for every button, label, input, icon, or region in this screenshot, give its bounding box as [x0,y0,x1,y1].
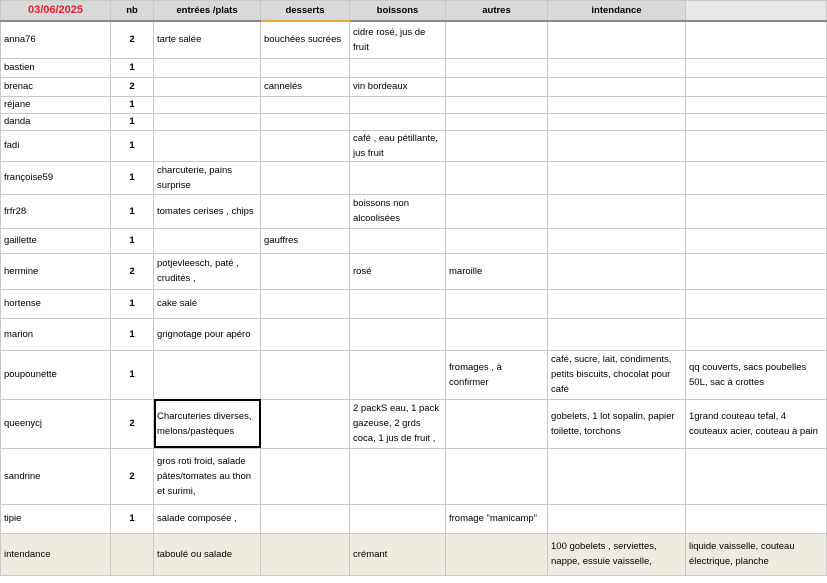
cell-extra[interactable] [686,77,827,96]
cell-name[interactable]: frfr28 [1,194,111,228]
cell-name[interactable]: fadi [1,130,111,161]
table-row [1,194,827,228]
cell-extra[interactable] [686,96,827,113]
cell-plats[interactable] [154,350,261,399]
cell-plats[interactable]: Charcuteries diverses, melons/pastèques [154,399,261,448]
cell-name[interactable]: hortense [1,289,111,318]
cell-autres[interactable] [446,289,548,318]
cell-autres[interactable]: fromages , à confirmer [446,350,548,399]
cell-intendance[interactable] [548,289,686,318]
cell-plats[interactable]: gros roti froid, salade pâtes/tomates au thon et surimi, [154,448,261,504]
cell-name[interactable]: tipie [1,504,111,533]
cell-extra[interactable]: qq couverts, sacs poubelles 50L, sac à crottes [686,350,827,399]
table-row [1,161,827,194]
cell-nb[interactable] [111,533,154,575]
cell-autres[interactable] [446,318,548,350]
cell-nb[interactable]: 1 [111,318,154,350]
cell-nb[interactable]: 1 [111,504,154,533]
cell-plats[interactable]: charcuterie, pains surprise [154,161,261,194]
cell-autres[interactable] [446,58,548,77]
cell-plats[interactable]: taboulé ou salade [154,533,261,575]
cell-boissons[interactable] [350,58,446,77]
cell-nb[interactable]: 1 [111,130,154,161]
table-row [1,96,827,113]
cell-intendance[interactable] [548,96,686,113]
cell-boissons[interactable] [350,504,446,533]
table-row [1,58,827,77]
cell-autres[interactable] [446,130,548,161]
cell-name[interactable]: poupounette [1,350,111,399]
table-row [1,448,827,504]
cell-name[interactable]: queenycj [1,399,111,448]
table-row [1,318,827,350]
cell-nb[interactable]: 2 [111,253,154,289]
cell-boissons[interactable] [350,350,446,399]
cell-desserts[interactable]: gauffres [261,228,350,253]
cell-intendance[interactable]: 100 gobelets , serviettes, nappe, essuie vaisselle, [548,533,686,575]
cell-plats[interactable]: tomates cerises , chips [154,194,261,228]
table-row [1,533,827,575]
cell-desserts[interactable]: cannelés [261,77,350,96]
cell-name[interactable]: hermine [1,253,111,289]
cell-autres[interactable] [446,228,548,253]
cell-desserts[interactable] [261,113,350,130]
cell-intendance[interactable]: gobelets, 1 lot sopalin, papier toilette, torchons [548,399,686,448]
table-row [1,77,827,96]
cell-intendance[interactable] [548,228,686,253]
cell-name[interactable]: brenac [1,77,111,96]
cell-autres[interactable] [446,77,548,96]
cell-autres[interactable] [446,448,548,504]
cell-name[interactable]: bastien [1,58,111,77]
cell-name[interactable]: françoise59 [1,161,111,194]
cell-name[interactable]: sandrine [1,448,111,504]
cell-boissons[interactable]: cidre rosé, jus de fruit [350,21,446,58]
cell-autres[interactable] [446,21,548,58]
cell-desserts[interactable] [261,130,350,161]
cell-extra[interactable] [686,161,827,194]
cell-extra[interactable] [686,58,827,77]
col-header-autres[interactable]: autres [446,1,548,22]
cell-name[interactable]: marion [1,318,111,350]
cell-boissons[interactable]: 2 packS eau, 1 pack gazeuse, 2 grds coca, 1 jus de fruit , [350,399,446,448]
cell-nb[interactable]: 2 [111,448,154,504]
cell-extra[interactable]: 1grand couteau tefal, 4 couteaux acier, couteau à pain [686,399,827,448]
cell-intendance[interactable] [548,113,686,130]
col-header-plats[interactable]: entrées /plats [154,1,261,22]
cell-boissons[interactable] [350,318,446,350]
col-header-extra[interactable] [686,1,827,22]
table-row [1,253,827,289]
cell-nb[interactable]: 1 [111,350,154,399]
cell-plats[interactable] [154,58,261,77]
cell-autres[interactable]: maroille [446,253,548,289]
cell-nb[interactable]: 1 [111,228,154,253]
cell-boissons[interactable]: café , eau pétillante, jus fruit [350,130,446,161]
cell-boissons[interactable] [350,228,446,253]
cell-plats[interactable]: potjevleesch, paté , crudités , [154,253,261,289]
cell-desserts[interactable] [261,253,350,289]
cell-intendance[interactable] [548,77,686,96]
cell-desserts[interactable] [261,58,350,77]
cell-boissons[interactable] [350,96,446,113]
cell-boissons[interactable]: crémant [350,533,446,575]
cell-intendance[interactable] [548,130,686,161]
table-row [1,504,827,533]
cell-intendance[interactable] [548,21,686,58]
cell-extra[interactable] [686,253,827,289]
cell-extra[interactable] [686,228,827,253]
cell-intendance[interactable]: café, sucre, lait, condiments, petits biscuits, chocolat pour café [548,350,686,399]
cell-nb[interactable]: 1 [111,194,154,228]
cell-autres[interactable] [446,533,548,575]
cell-extra[interactable] [686,113,827,130]
cell-plats[interactable]: cake salé [154,289,261,318]
cell-nb[interactable]: 1 [111,289,154,318]
cell-plats[interactable]: salade composée , [154,504,261,533]
cell-extra[interactable] [686,504,827,533]
cell-autres[interactable] [446,194,548,228]
table-row [1,21,827,58]
cell-autres[interactable] [446,161,548,194]
cell-extra[interactable] [686,130,827,161]
cell-boissons[interactable] [350,113,446,130]
cell-nb[interactable]: 2 [111,399,154,448]
cell-autres[interactable] [446,96,548,113]
table-row [1,130,827,161]
cell-name[interactable]: intendance [1,533,111,575]
cell-autres[interactable]: fromage "manicamp" [446,504,548,533]
cell-extra[interactable]: liquide vaisselle, couteau électrique, planche [686,533,827,575]
cell-nb[interactable]: 2 [111,21,154,58]
cell-autres[interactable] [446,113,548,130]
cell-extra[interactable] [686,318,827,350]
cell-desserts[interactable] [261,318,350,350]
col-header-nb[interactable]: nb [111,1,154,22]
cell-boissons[interactable] [350,161,446,194]
header-row [1,1,827,22]
cell-intendance[interactable] [548,58,686,77]
cell-nb[interactable]: 1 [111,161,154,194]
cell-intendance[interactable] [548,194,686,228]
cell-nb[interactable]: 2 [111,77,154,96]
cell-desserts[interactable]: bouchées sucrées [261,21,350,58]
cell-name[interactable]: réjane [1,96,111,113]
cell-intendance[interactable] [548,161,686,194]
table-row [1,228,827,253]
cell-autres[interactable] [446,399,548,448]
cell-name[interactable]: danda [1,113,111,130]
cell-desserts[interactable] [261,161,350,194]
cell-extra[interactable] [686,448,827,504]
cell-desserts[interactable] [261,533,350,575]
cell-plats[interactable] [154,113,261,130]
col-header-intendance[interactable]: intendance [548,1,686,22]
cell-intendance[interactable] [548,253,686,289]
cell-desserts[interactable] [261,448,350,504]
cell-boissons[interactable] [350,448,446,504]
col-header-desserts[interactable]: desserts [261,1,350,22]
table-row [1,399,827,448]
cell-name[interactable]: gaillette [1,228,111,253]
cell-plats[interactable] [154,228,261,253]
cell-nb[interactable]: 1 [111,58,154,77]
cell-name[interactable]: anna76 [1,21,111,58]
cell-desserts[interactable] [261,399,350,448]
date-cell[interactable]: 03/06/2025 [1,1,111,22]
cell-plats[interactable] [154,96,261,113]
cell-desserts[interactable] [261,289,350,318]
cell-boissons[interactable]: boissons non alcoolisées [350,194,446,228]
cell-extra[interactable] [686,194,827,228]
cell-intendance[interactable] [548,318,686,350]
cell-desserts[interactable] [261,96,350,113]
table-row [1,350,827,399]
cell-intendance[interactable] [548,448,686,504]
cell-nb[interactable]: 1 [111,96,154,113]
cell-desserts[interactable] [261,504,350,533]
col-header-boissons[interactable]: boissons [350,1,446,22]
cell-boissons[interactable]: rosé [350,253,446,289]
cell-extra[interactable] [686,289,827,318]
table-row [1,113,827,130]
cell-nb[interactable]: 1 [111,113,154,130]
cell-plats[interactable]: grignotage pour apéro [154,318,261,350]
cell-boissons[interactable]: vin bordeaux [350,77,446,96]
cell-extra[interactable] [686,21,827,58]
cell-desserts[interactable] [261,350,350,399]
cell-plats[interactable] [154,77,261,96]
cell-boissons[interactable] [350,289,446,318]
cell-intendance[interactable] [548,504,686,533]
cell-plats[interactable]: tarte salée [154,21,261,58]
table-row [1,289,827,318]
cell-plats[interactable] [154,130,261,161]
cell-desserts[interactable] [261,194,350,228]
